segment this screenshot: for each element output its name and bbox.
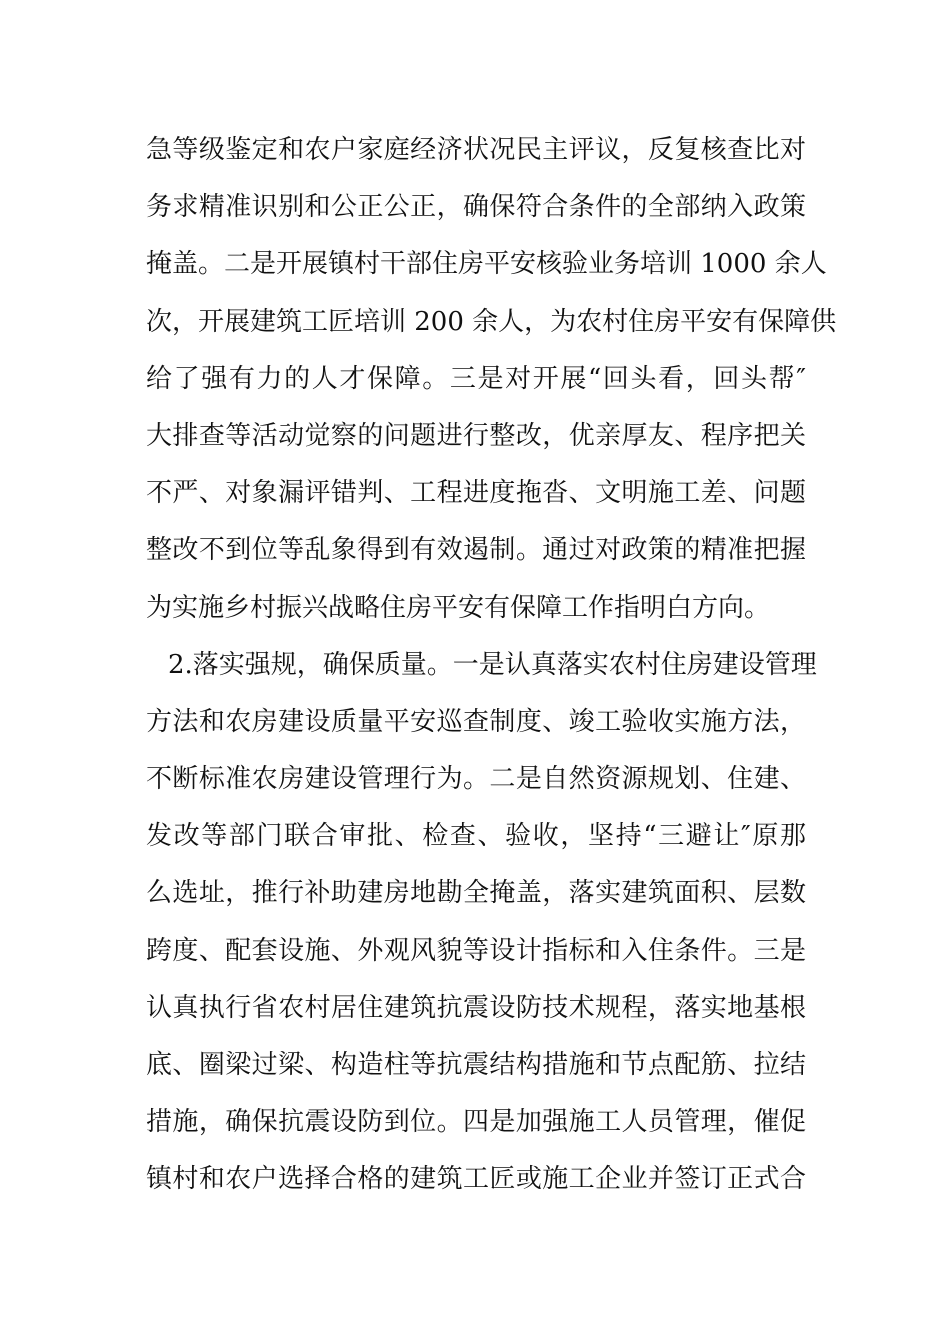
text-line: 不严、对象漏评错判、工程进度拖沓、文明施工差、问题 <box>146 478 806 509</box>
text-line: 大排查等活动觉察的问题进行整改，优亲厚友、程序把关 <box>146 420 806 451</box>
text-line: 么选址，推行补助建房地勘全掩盖，落实建筑面积、层数 <box>146 878 806 909</box>
text-line: 跨度、配套设施、外观风貌等设计指标和入住条件。三是 <box>146 935 806 966</box>
text-line: 底、圈梁过梁、构造柱等抗震结构措施和节点配筋、拉结 <box>146 1050 806 1080</box>
text-line: 给了强有力的人才保障。三是对开展“回头看，回头帮″ <box>146 363 806 394</box>
text-line: 发改等部门联合审批、检查、验收，坚持“三避让″原那 <box>146 821 806 852</box>
text-line: 掩盖。二是开展镇村干部住房平安核验业务培训 1000 余人 <box>146 249 827 280</box>
paragraph-2 <box>146 637 817 1209</box>
text-line: 2.落实强规，确保质量。一是认真落实农村住房建设管理 <box>168 649 817 680</box>
text-line: 认真执行省农村居住建筑抗震设防技术规程，落实地基根 <box>146 992 806 1023</box>
text-line: 镇村和农户选择合格的建筑工匠或施工企业并签订正式合 <box>146 1164 806 1195</box>
text-line: 为实施乡村振兴战略住房平安有保障工作指明白方向。 <box>146 592 771 623</box>
text-line: 次，开展建筑工匠培训 200 余人，为农村住房平安有保障供 <box>146 306 837 337</box>
text-line: 务求精准识别和公正公正，确保符合条件的全部纳入政策 <box>146 192 806 223</box>
text-line: 整改不到位等乱象得到有效遏制。通过对政策的精准把握 <box>146 535 806 566</box>
text-line: 急等级鉴定和农户家庭经济状况民主评议，反复核查比对 <box>146 135 806 165</box>
paragraph-1 <box>146 122 837 637</box>
text-line: 措施，确保抗震设防到位。四是加强施工人员管理，催促 <box>146 1107 806 1138</box>
document-body <box>146 122 837 1209</box>
text-line: 方法和农房建设质量平安巡查制度、竣工验收实施方法， <box>146 706 806 737</box>
text-line: 不断标准农房建设管理行为。二是自然资源规划、住建、 <box>146 764 806 795</box>
